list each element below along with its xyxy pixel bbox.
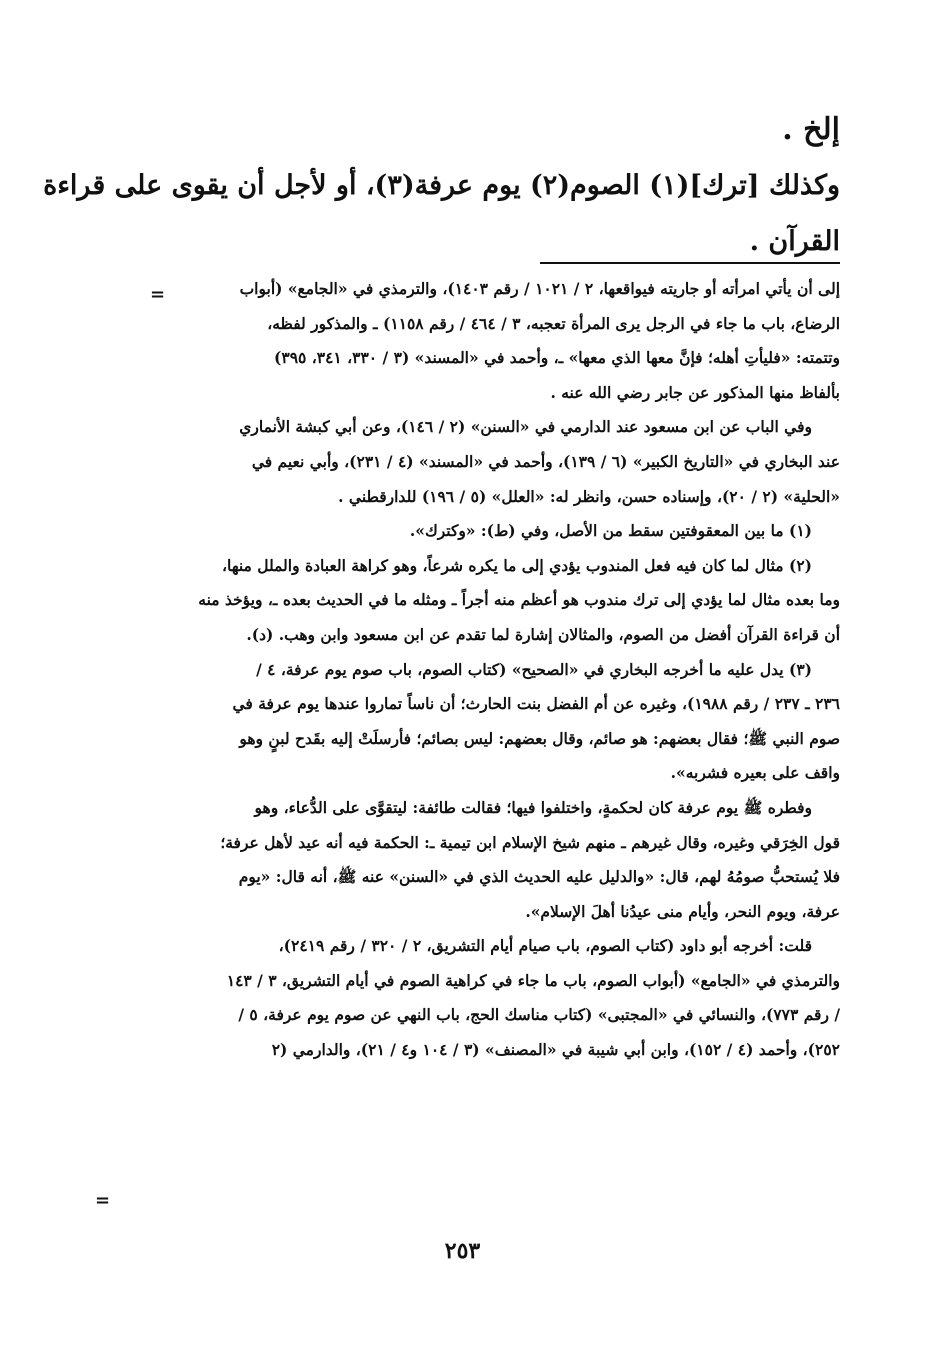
footnote-line: عرفة، ويوم النحر، وأيام منى عيدُنا أهلَ الإسلام».	[525, 901, 840, 921]
main-text-line-ilkh: إلخ .	[782, 112, 840, 147]
footnote-2: (٢) مثال لما كان فيه فعل المندوب يؤدي إلى ما يكره شرعاً، وهو كراهة العبادة والملل منها،	[221, 555, 812, 575]
footnote-line: وفي الباب عن ابن مسعود عند الدارمي في «السنن» (٢ / ١٤٦)، وعن أبي كبشة الأنماري	[239, 417, 812, 437]
footnote-line: قول الخِرَقي وغيره، وقال غيرهم ـ منهم شيخ الإسلام ابن تيمية ـ: الحكمة فيه أنه عيد لأهل عرفة؛	[220, 832, 840, 852]
footnote-line: قلت: أخرجه أبو داود (كتاب الصوم، باب صيام أيام التشريق، ٢ / ٣٢٠ / رقم ٢٤١٩)،	[278, 936, 812, 956]
page-number: ٢٥٣	[444, 1238, 481, 1264]
footnotes	[118, 272, 840, 1068]
footnote-line: صوم النبي ﷺ؛ فقال بعضهم: هو صائم، وقال بعضهم: ليس بصائم؛ فأرسلَتْ إليه بقَدح لبنٍ وهو	[239, 728, 840, 748]
footnote-line: واقف على بعيره فشربه».	[670, 763, 840, 783]
footnote-3: (٣) يدل عليه ما أخرجه البخاري في «الصحيح» (كتاب الصوم، باب صوم يوم عرفة، ٤ /	[256, 659, 812, 679]
footnote-line: بألفاظ منها المذكور عن جابر رضي الله عنه .	[550, 382, 840, 402]
footnote-line: إلى أن يأتي امرأته أو جاريته فيواقعها، ٢ / ١٠٢١ / رقم ١٤٠٣)، والترمذي في «الجامع» (أبواب	[239, 279, 840, 298]
footnote-line: وفطره ﷺ يوم عرفة كان لحكمةٍ، واختلفوا فيها؛ فقالت طائفة: ليتقوَّى على الدُّعاء، وهو	[254, 797, 812, 817]
footnote-line: ٢٣٦ ـ ٢٣٧ / رقم ١٩٨٨)، وغيره عن أم الفضل بنت الحارث؛ أن ناساً تماروا عندها يوم عرفة في	[232, 694, 840, 714]
footnote-line: / رقم ٧٧٣)، والنسائي في «المجتبى» (كتاب مناسك الحج، باب النهي عن صوم يوم عرفة، ٥ /	[238, 1005, 840, 1025]
main-text-line-1: وكذلك [ترك](١) الصوم(٢) يوم عرفة(٣)، أو لأجل أن يقوى على قراءة	[43, 170, 840, 201]
footnote-line: والترمذي في «الجامع» (أبواب الصوم، باب ما جاء في كراهية الصوم في أيام التشريق، ٣ / ١٤٣	[226, 970, 840, 990]
footnote-line: «الحلية» (٢ / ٢٠)، وإسناده حسن، وانظر له: «العلل» (٥ / ١٩٦) للدارقطني .	[338, 486, 840, 506]
main-text-line-2: القرآن .	[749, 226, 840, 257]
footnote-1: (١) ما بين المعقوفتين سقط من الأصل، وفي (ط): «وكترك».	[409, 521, 812, 541]
footnote-line: الرضاع، باب ما جاء في الرجل يرى المرأة تعجبه، ٣ / ٤٦٤ / رقم ١١٥٨) ـ والمذكور لفظه،	[267, 313, 840, 333]
continuation-mark-top: =	[150, 284, 166, 305]
footnote-line: عند البخاري في «التاريخ الكبير» (٦ / ١٣٩)، وأحمد في «المسند» (٤ / ٢٣١)، وأبي نعيم في	[251, 451, 840, 471]
footnote-separator	[540, 262, 840, 264]
footnote-line: ٢٥٢)، وأحمد (٤ / ١٥٢)، وابن أبي شيبة في «المصنف» (٣ / ١٠٤ و٤ / ٢١)، والدارمي (٢	[271, 1040, 840, 1060]
footnote-line: وما بعده مثال لما يؤدي إلى ترك مندوب هو أعظم منه أجراً ـ ومثله ما في الحديث بعده ـ، ويؤخذ منه	[198, 590, 840, 610]
footnote-line: أن قراءة القرآن أفضل من الصوم، والمثالان إشارة لما تقدم عن ابن مسعود وابن وهب. (د).	[246, 624, 840, 644]
footnote-line: فلا يُستحبُّ صومُهُ لهم، قال: «والدليل عليه الحديث الذي في «السنن» عنه ﷺ، أنه قال: «يوم	[238, 867, 840, 887]
footnote-line: وتتمته: «فليأتِ أهله؛ فإنَّ معها الذي معها» ـ، وأحمد في «المسند» (٣ / ٣٣٠، ٣٤١، ٣٩٥)	[274, 348, 840, 368]
continuation-mark-bottom: =	[95, 1190, 111, 1211]
